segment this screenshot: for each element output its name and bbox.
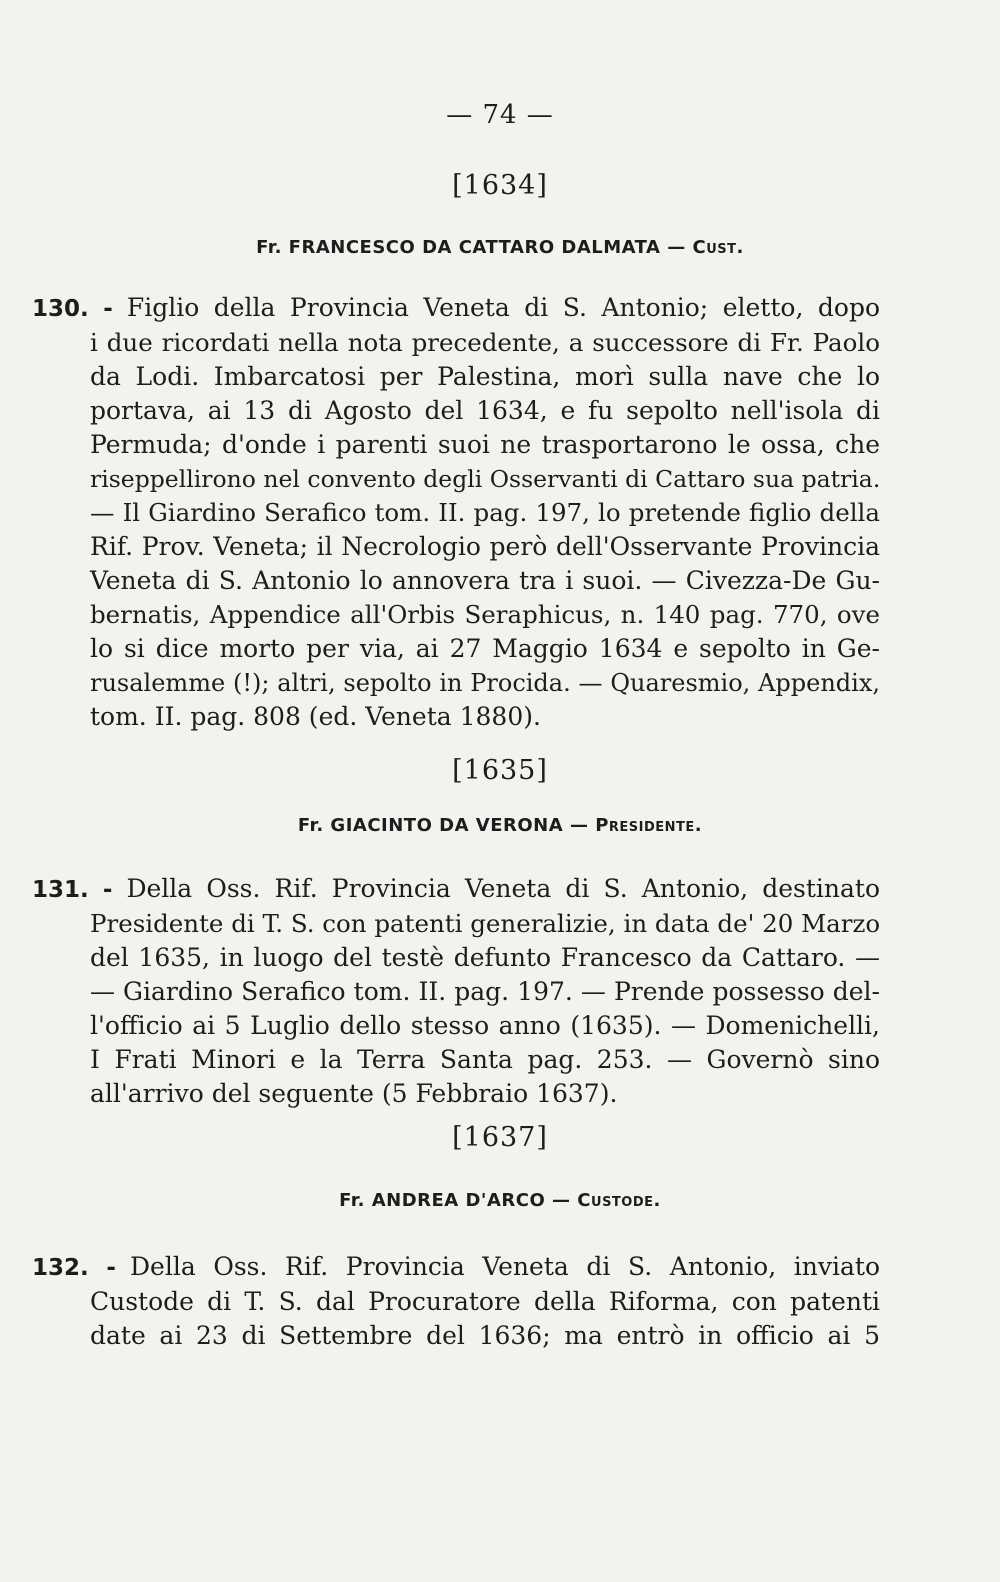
heading-title: Fr. FRANCESCO DA CATTARO DALMATA bbox=[256, 237, 661, 258]
entry-line: portava, ai 13 di Agosto del 1634, e fu sepolto nell'isola di bbox=[90, 396, 880, 425]
entry-line: Rif. Prov. Veneta; il Necrologio però dell'Osservante Provincia bbox=[90, 532, 880, 561]
entry-line: Permuda; d'onde i parenti suoi ne trasportarono le ossa, che bbox=[90, 430, 880, 459]
heading-role: — Cust. bbox=[667, 237, 744, 258]
entry-line: rusalemme (!); altri, sepolto in Procida. — Quaresmio, Appendix, bbox=[90, 669, 880, 697]
section-heading bbox=[0, 1190, 1000, 1211]
heading-title: Fr. GIACINTO DA VERONA bbox=[297, 815, 564, 836]
entry-line: bernatis, Appendice all'Orbis Seraphicus, n. 140 pag. 770, ove bbox=[90, 600, 880, 629]
section-heading bbox=[0, 815, 1000, 836]
entry-number: 131. - bbox=[32, 877, 113, 903]
entry-line: i due ricordati nella nota precedente, a successore di Fr. Paolo bbox=[90, 328, 880, 357]
entry-line: Presidente di T. S. con patenti generalizie, in data de' 20 Marzo bbox=[90, 909, 881, 938]
entry-line: I Frati Minori e la Terra Santa pag. 253. — Governò sino bbox=[90, 1045, 880, 1074]
entry-line: 131. - Della Oss. Rif. Provincia Veneta di S. Antonio, destinato bbox=[32, 874, 880, 903]
entry-line: da Lodi. Imbarcatosi per Palestina, morì sulla nave che lo bbox=[90, 362, 880, 391]
year-heading: [1637] bbox=[452, 1122, 548, 1153]
entry-line: — Il Giardino Serafico tom. II. pag. 197, lo pretende figlio della bbox=[90, 498, 880, 527]
entry-number: 132. - bbox=[32, 1255, 116, 1281]
entry-line: Custode di T. S. dal Procuratore della Riforma, con patenti bbox=[90, 1287, 880, 1316]
entry-line: 130. - Figlio della Provincia Veneta di S. Antonio; eletto, dopo bbox=[32, 293, 881, 322]
section-heading bbox=[0, 237, 1000, 258]
entry-line: del 1635, in luogo del testè defunto Francesco da Cattaro. — bbox=[90, 943, 880, 972]
entry-131 bbox=[32, 872, 881, 1111]
heading-title: Fr. ANDREA D'ARCO bbox=[339, 1190, 546, 1211]
entry-130 bbox=[32, 291, 881, 734]
year-heading: [1634] bbox=[452, 170, 548, 201]
entry-line: l'officio ai 5 Luglio dello stesso anno (1635). — Domenichelli, bbox=[90, 1011, 880, 1040]
heading-role: — Custode. bbox=[552, 1190, 661, 1211]
entry-number: 130. - bbox=[32, 296, 113, 322]
entry-line: 132. - Della Oss. Rif. Provincia Veneta di S. Antonio, inviato bbox=[32, 1252, 880, 1281]
entry-132 bbox=[32, 1250, 880, 1353]
page-number: — 74 — bbox=[446, 100, 554, 130]
entry-line: all'arrivo del seguente (5 Febbraio 1637). bbox=[90, 1079, 618, 1108]
entry-line: Veneta di S. Antonio lo annovera tra i suoi. — Civezza-De Gu- bbox=[90, 566, 880, 595]
entry-line: date ai 23 di Settembre del 1636; ma entrò in officio ai 5 bbox=[90, 1321, 880, 1350]
entry-line: — Giardino Serafico tom. II. pag. 197. — Prende possesso del- bbox=[90, 977, 880, 1006]
year-heading: [1635] bbox=[452, 755, 548, 786]
entry-line: tom. II. pag. 808 (ed. Veneta 1880). bbox=[90, 702, 541, 731]
heading-role: — Presidente. bbox=[569, 815, 703, 836]
entry-line: riseppellirono nel convento degli Osservanti di Cattaro sua patria. bbox=[90, 465, 881, 493]
entry-line: lo si dice morto per via, ai 27 Maggio 1634 e sepolto in Ge- bbox=[90, 634, 880, 663]
